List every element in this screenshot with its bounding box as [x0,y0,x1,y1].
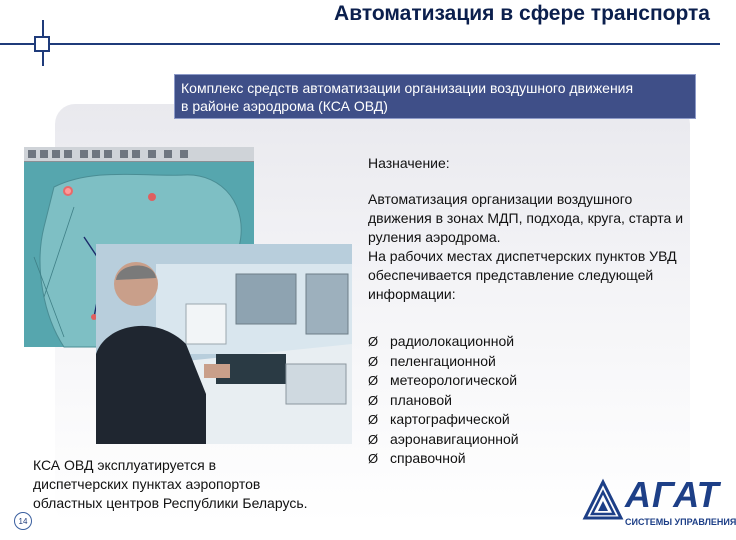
list-item: Ø справочной [368,449,688,469]
information-types-list [368,332,688,469]
logo-triangle-icon [583,480,623,520]
controller-photo-drawing [96,244,352,444]
controller-photo [96,244,352,444]
caption-line-3: областных центров Республики Беларусь. [33,495,308,511]
agat-logo [583,474,736,532]
caption-line-2: диспетчерских пунктах аэропортов [33,476,261,492]
slide-title: Автоматизация в сфере транспорта [334,2,710,25]
bullet-arrow-icon: Ø [368,353,379,369]
purpose-paragraph-2: На рабочих местах диспетчерских пунктов УВД обеспечивается представление следующей информации: [368,248,677,302]
list-item: Ø плановой [368,391,688,411]
bullet-arrow-icon: Ø [368,373,379,388]
caption-line-1: КСА ОВД эксплуатируется в [33,457,217,473]
list-item: Ø метеорологической [368,371,688,391]
logo-subtitle: СИСТЕМЫ УПРАВЛЕНИЯ [625,517,736,527]
bullet-arrow-icon: Ø [368,431,379,447]
header-rule [0,43,720,45]
purpose-body [368,190,688,304]
subtitle-box [174,74,696,119]
subtitle-line-2: в районе аэродрома (КСА ОВД) [181,98,388,114]
header-cross-marker [34,36,50,52]
list-item: Ø радиолокационной [368,332,688,352]
list-item: Ø аэронавигационной [368,430,688,450]
purpose-heading: Назначение: [368,155,450,171]
subtitle-line-1: Комплекс средств автоматизации организации воздушного движения [181,80,634,96]
photo-caption [33,456,363,513]
page-number: 14 [14,512,32,530]
bullet-arrow-icon: Ø [368,334,379,349]
list-item: Ø пеленгационной [368,352,688,372]
bullet-arrow-icon: Ø [368,451,379,466]
logo-wordmark: АГАТ [625,474,720,515]
purpose-paragraph-1: Автоматизация организации воздушного движения в зонах МДП, подхода, круга, старта и руления аэродрома. [368,191,684,245]
list-item: Ø картографической [368,410,688,430]
bullet-arrow-icon: Ø [368,412,379,427]
bullet-arrow-icon: Ø [368,392,379,408]
